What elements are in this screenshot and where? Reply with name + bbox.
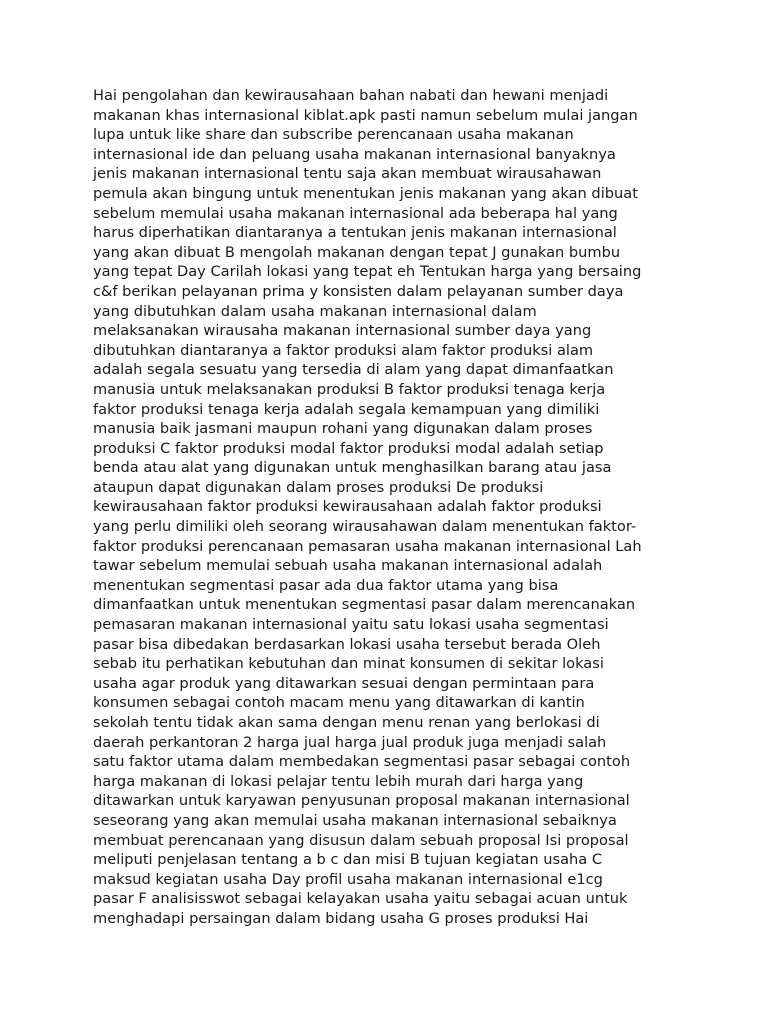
text-line: sekolah tentu tidak akan sama dengan menu renan yang berlokasi di <box>93 714 600 731</box>
text-line: sebab itu perhatikan kebutuhan dan minat konsumen di sekitar lokasi <box>93 655 604 673</box>
text-line: makanan khas internasional kiblat.apk pasti namun sebelum mulai jangan <box>93 106 638 124</box>
text-line: seseorang yang akan memulai usaha makanan internasional sebaiknya <box>93 811 617 829</box>
text-line: harus diperhatikan diantaranya a tentukan jenis makanan internasional <box>93 224 617 242</box>
text-line: kewirausahaan faktor produksi kewirausahaan adalah faktor produksi <box>93 498 602 516</box>
text-line: yang perlu dimiliki oleh seorang wirausahawan dalam menentukan faktor- <box>93 518 637 536</box>
text-line: daerah perkantoran 2 harga jual harga jual produk juga menjadi salah <box>93 733 607 751</box>
text-line: dimanfaatkan untuk menentukan segmentasi pasar dalam merencanakan <box>93 596 636 614</box>
text-line: satu faktor utama dalam membedakan segmentasi pasar sebagai contoh <box>93 753 631 771</box>
text-line: sebelum memulai usaha makanan internasional ada beberapa hal yang <box>93 204 618 222</box>
text-line: pemasaran makanan internasional yaitu satu lokasi usaha segmentasi <box>93 616 609 634</box>
text-line: c&f berikan pelayanan prima y konsisten dalam pelayanan sumber daya <box>93 282 624 300</box>
text-line: menghadapi persaingan dalam bidang usaha G proses produksi Hai <box>93 909 589 927</box>
text-line: faktor produksi tenaga kerja adalah segala kemampuan yang dimiliki <box>93 400 600 418</box>
text-line: pemula akan bingung untuk menentukan jenis makanan yang akan dibuat <box>93 184 638 202</box>
text-line: jenis makanan internasional tentu saja akan membuat wirausahawan <box>93 165 602 183</box>
text-line: maksud kegiatan usaha Day profil usaha makanan internasional e1cg <box>93 870 603 888</box>
text-line: membuat perencanaan yang disusun dalam sebuah proposal Isi proposal <box>93 831 629 849</box>
text-line: menentukan segmentasi pasar ada dua faktor utama yang bisa <box>93 576 559 594</box>
text-line: manusia untuk melaksanakan produksi B faktor produksi tenaga kerja <box>93 380 606 398</box>
text-line: harga makanan di lokasi pelajar tentu lebih murah dari harga yang <box>93 772 584 790</box>
text-line: adalah segala sesuatu yang tersedia di alam yang dapat dimanfaatkan <box>93 361 614 379</box>
text-line: tawar sebelum memulai sebuah usaha makanan internasional adalah <box>93 557 603 575</box>
text-line: dibutuhkan diantaranya a faktor produksi alam faktor produksi alam <box>93 341 594 359</box>
text-line: lupa untuk like share dan subscribe perencanaan usaha makanan <box>93 126 574 144</box>
text-line: usaha agar produk yang ditawarkan sesuai dengan permintaan para <box>93 674 595 692</box>
text-line: pasar bisa dibedakan berdasarkan lokasi usaha tersebut berada Oleh <box>93 635 601 653</box>
text-line: Hai pengolahan dan kewirausahaan bahan nabati dan hewani menjadi <box>93 87 609 104</box>
text-line: manusia baik jasmani maupun rohani yang digunakan dalam proses <box>93 420 593 438</box>
text-line: ataupun dapat digunakan dalam proses produksi De produksi <box>93 478 544 496</box>
text-line: pasar F analisisswot sebagai kelayakan usaha yaitu sebagai acuan untuk <box>93 890 628 908</box>
text-line: benda atau alat yang digunakan untuk menghasilkan barang atau jasa <box>93 459 612 477</box>
text-line: meliputi penjelasan tentang a b c dan misi B tujuan kegiatan usaha C <box>93 851 603 869</box>
text-line: melaksanakan wirausaha makanan internasional sumber daya yang <box>93 322 592 340</box>
body-text <box>93 86 693 929</box>
text-line: produksi C faktor produksi modal faktor produksi modal adalah setiap <box>93 439 604 457</box>
text-line: konsumen sebagai contoh macam menu yang ditawarkan di kantin <box>93 694 585 712</box>
text-line: yang akan dibuat B mengolah makanan dengan tepat J gunakan bumbu <box>93 243 621 261</box>
text-line: yang tepat Day Carilah lokasi yang tepat eh Tentukan harga yang bersaing <box>93 263 642 281</box>
text-line: yang dibutuhkan dalam usaha makanan internasional dalam <box>93 302 537 320</box>
text-line: internasional ide dan peluang usaha makanan internasional banyaknya <box>93 145 616 163</box>
text-line: faktor produksi perencanaan pemasaran usaha makanan internasional Lah <box>93 537 642 555</box>
text-line: ditawarkan untuk karyawan penyusunan proposal makanan internasional <box>93 792 630 810</box>
